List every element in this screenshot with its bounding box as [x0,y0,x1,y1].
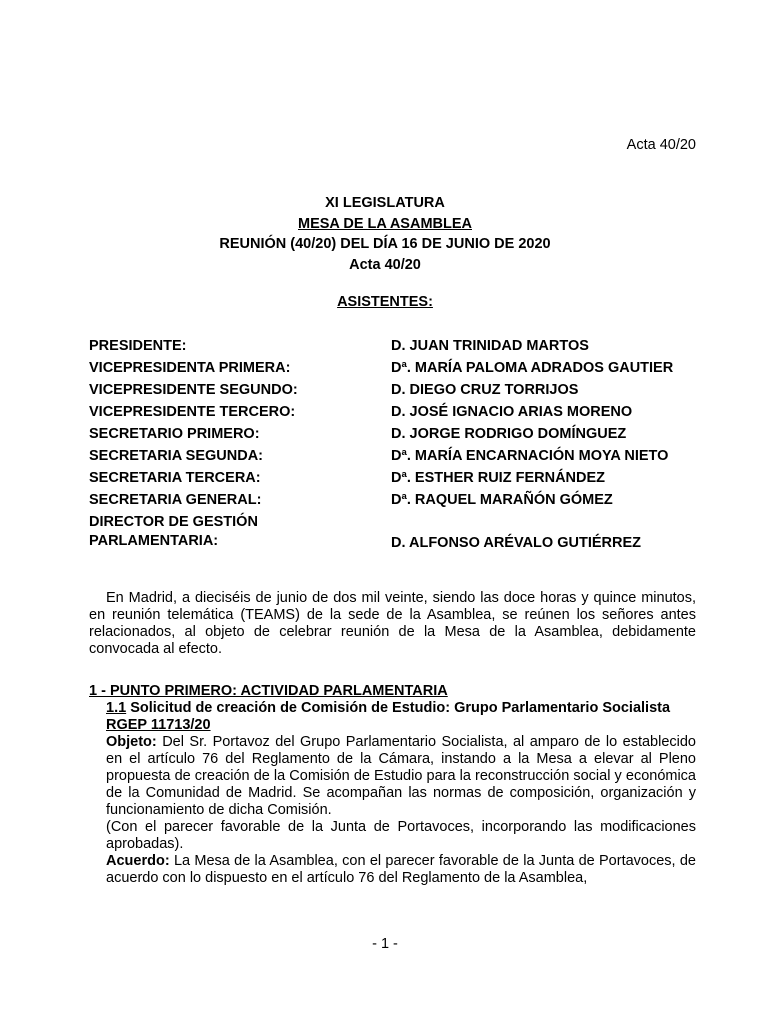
mesa-title: MESA DE LA ASAMBLEA [298,215,472,232]
intro-paragraph: En Madrid, a dieciséis de junio de dos mil veinte, siendo las doce horas y quince minutos, en reunión telemática (TEAMS) de la sede de la Asamblea, se reúnen los señores antes relacionados, al objeto de celebrar reunión de la Mesa de la Asamblea, debidamente convocada al efecto. [89,590,696,657]
item-number: 1.1 [106,700,127,716]
document-header [0,193,770,275]
attendee-name: D. JORGE RODRIGO DOMÍNGUEZ [391,426,627,442]
director-name: D. ALFONSO ARÉVALO GUTIÉRREZ [391,535,641,551]
asistentes-heading: ASISTENTES: [337,294,433,310]
attendee-role: VICEPRESIDENTA PRIMERA: [89,360,291,376]
objeto-text: Del Sr. Portavoz del Grupo Parlamentario Socialista, al amparo de lo establecido en el artículo 76 del Reglamento de la Cámara, instando a la Mesa a elevar al Pleno propuesta de creación de la Comisión de Estudio para la reconstrucción social y económica de la Comunidad de Madrid. Se acompañan las normas de composición, organización y funcionamiento de dicha Comisión. [106,734,696,818]
director-role-line2: PARLAMENTARIA: [89,533,219,549]
attendee-name: Dª. MARÍA ENCARNACIÓN MOYA NIETO [391,448,669,464]
attendees-list [89,337,709,553]
objeto-paragraph [106,734,696,819]
attendee-role: SECRETARIO PRIMERO: [89,426,260,442]
attendee-row [89,469,709,491]
attendee-role: SECRETARIA SEGUNDA: [89,448,264,464]
attendee-name: Dª. MARÍA PALOMA ADRADOS GAUTIER [391,360,674,376]
objeto-label: Objeto: [106,734,157,750]
item-heading [106,700,696,717]
section-punto-primero [89,683,696,887]
attendee-role: VICEPRESIDENTE SEGUNDO: [89,382,298,398]
attendee-row [89,403,709,425]
attendee-name: Dª. ESTHER RUIZ FERNÁNDEZ [391,470,606,486]
acta-title: Acta 40/20 [349,256,421,273]
attendee-name: D. DIEGO CRUZ TORRIJOS [391,382,579,398]
attendee-name: D. JOSÉ IGNACIO ARIAS MORENO [391,404,633,420]
attendee-role: PRESIDENTE: [89,338,187,354]
attendee-row [89,359,709,381]
attendee-role: VICEPRESIDENTE TERCERO: [89,404,296,420]
page-number: - 1 - [372,936,398,952]
legislatura-title: XI LEGISLATURA [325,195,445,211]
attendee-row [89,425,709,447]
attendee-row [89,447,709,469]
rgep-number: RGEP 11713/20 [106,717,211,733]
attendee-name: D. JUAN TRINIDAD MARTOS [391,338,589,354]
attendee-row [89,491,709,513]
acuerdo-paragraph [106,853,696,887]
attendee-role: SECRETARIA TERCERA: [89,470,261,486]
director-role-line1: DIRECTOR DE GESTIÓN [89,514,258,530]
attendee-role: SECRETARIA GENERAL: [89,492,262,508]
attendee-name: Dª. RAQUEL MARAÑÓN GÓMEZ [391,492,613,508]
acuerdo-label: Acuerdo: [106,853,170,869]
item-title: Solicitud de creación de Comisión de Estudio: Grupo Parlamentario Socialista [126,700,671,716]
attendee-row [89,337,709,359]
acuerdo-text: La Mesa de la Asamblea, con el parecer favorable de la Junta de Portavoces, de acuerdo con lo dispuesto en el artículo 76 del Reglamento de la Asamblea, [106,853,696,886]
section-title: 1 - PUNTO PRIMERO: ACTIVIDAD PARLAMENTARIA [89,683,448,699]
attendee-row [89,381,709,403]
attendee-row-director [89,513,709,553]
parecer-paragraph: (Con el parecer favorable de la Junta de Portavoces, incorporando las modificaciones aprobadas). [106,819,696,852]
reunion-title: REUNIÓN (40/20) DEL DÍA 16 DE JUNIO DE 2020 [219,236,551,252]
attendee-role-director [89,513,391,553]
acta-reference: Acta 40/20 [626,137,696,153]
item-block [106,700,696,887]
